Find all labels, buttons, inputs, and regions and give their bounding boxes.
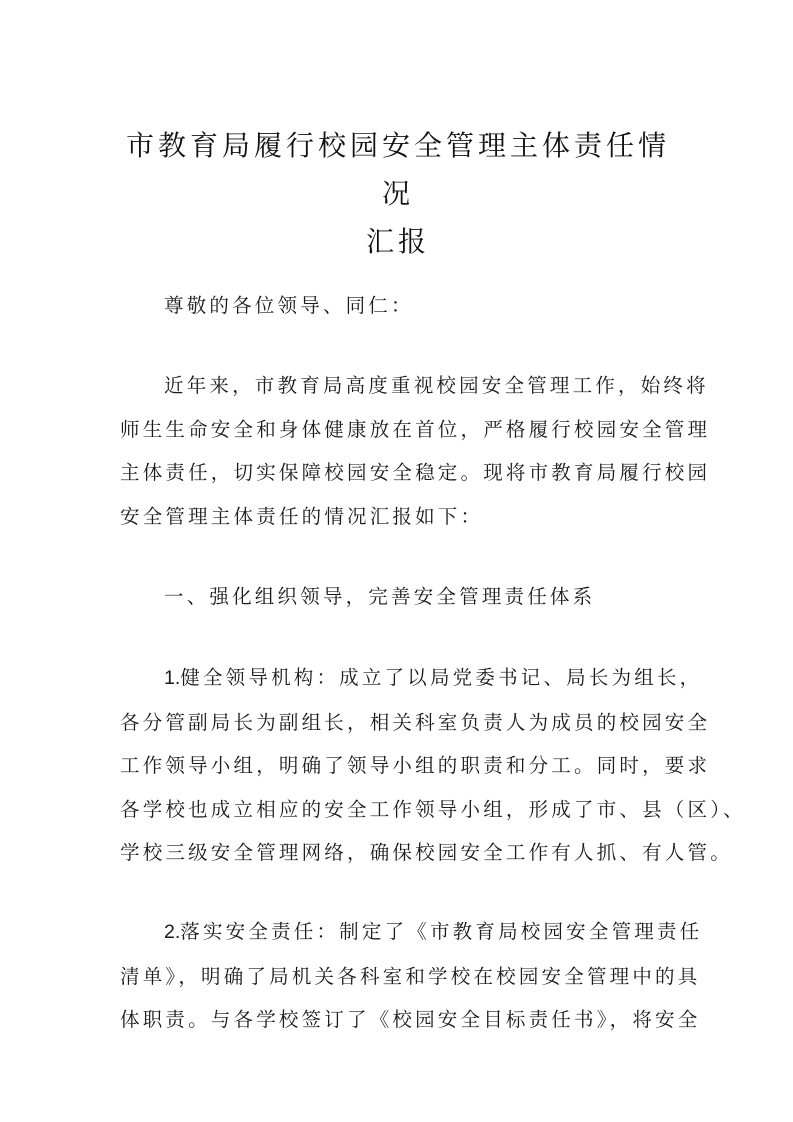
salutation [120,284,673,328]
salutation-text: 尊敬的各位领导、同仁： [164,294,414,317]
item-1-paragraph [120,656,746,875]
item-2-first-line: 落实安全责任：制定了《市教育局校园安全管理责任 [180,920,703,943]
intro-paragraph [120,364,711,538]
item-2-paragraph [120,910,703,1042]
item-1-first-line: 健全领导机构：成立了以局党委书记、局长为组长， [180,666,703,689]
title-line-2: 汇报 [365,225,430,258]
intro-line-1: 近年来，市教育局高度重视校园安全管理工作，始终将 [164,374,709,397]
intro-line-2: 师生生命安全和身体健康放在首位，严格履行校园安全管理 [120,417,711,441]
section-1-heading-text: 一、强化组织领导，完善安全管理责任体系 [164,585,596,608]
item-2-number: 2. [164,921,181,943]
document-title [118,122,678,266]
item-1-line-5: 学校三级安全管理网络，确保校园安全工作有人抓、有人管。 [120,841,733,864]
item-1-line-3: 工作领导小组，明确了领导小组的职责和分工。同时，要求 [120,754,711,777]
item-1-line-1 [120,656,703,701]
item-2-line-3: 体职责。与各学校签订了《校园安全目标责任书》，将安全 [120,1008,701,1031]
item-1-line-2: 各分管副局长为副组长，相关科室负责人为成员的校园安全 [120,710,711,734]
item-1-line-4: 各学校也成立相应的安全工作领导小组，形成了市、县（区）、 [120,797,746,821]
intro-line-3: 主体责任，切实保障校园安全稳定。现将市教育局履行校园 [120,461,711,484]
item-2-line-1 [120,910,703,955]
item-1-number: 1. [164,667,181,689]
item-2-line-2: 清单》，明确了局机关各科室和学校在校园安全管理中的具 [120,964,701,988]
section-1-heading [120,575,673,619]
intro-line-4: 安全管理主体责任的情况汇报如下： [120,504,484,528]
title-line-1: 市教育局履行校园安全管理主体责任情况 [125,129,670,210]
